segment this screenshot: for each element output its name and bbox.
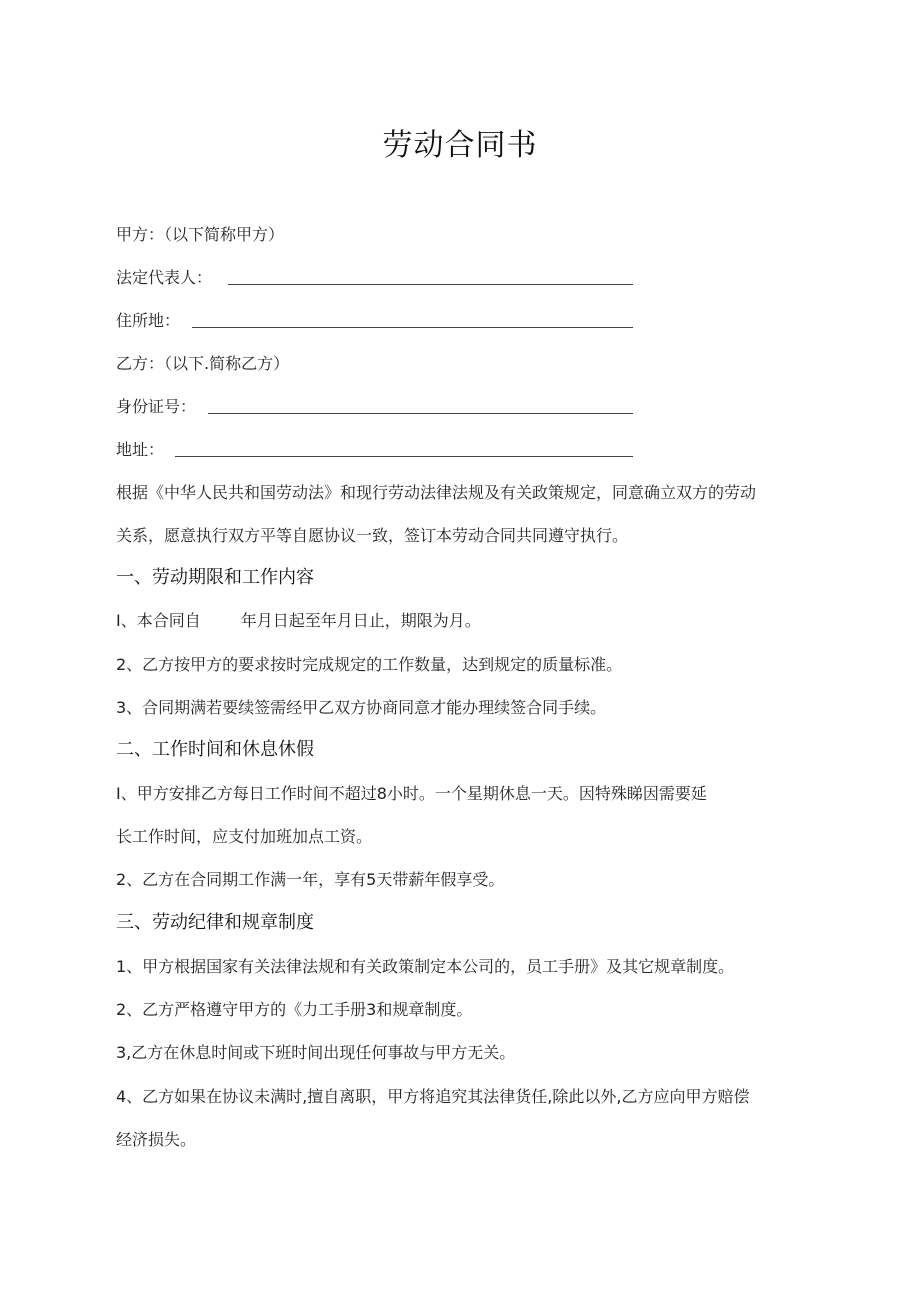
section-2-item-1-line-1: I、甲方安排乙方每日工作时间不超过8小时。一个星期休息一天。因特殊睇因需要延 xyxy=(116,784,707,803)
section-1-item-1-start: I、本合同自 xyxy=(116,611,201,630)
document-title: 劳动合同书 xyxy=(382,128,538,163)
section-2-heading: 二、工作时间和休息休假 xyxy=(116,739,314,760)
section-3-item-3: 3,乙方在休息时间或下班时间出现任何事故与甲方无关。 xyxy=(116,1043,516,1062)
section-3-item-4-line-1: 4、乙方如果在协议未满时,擅自离职，甲方将追究其法律货任,除此以外,乙方应向甲方赔偿 xyxy=(116,1087,750,1106)
party-b-address-blank xyxy=(175,456,633,457)
party-a-address-blank xyxy=(192,327,633,328)
section-1-heading: 一、劳动期限和工作内容 xyxy=(116,567,314,588)
section-1-item-1 xyxy=(116,609,481,633)
party-b-address-label: 地址： xyxy=(116,440,165,459)
preamble-line-1: 根据《中华人民共和国劳动法》和现行劳动法律法规及有关政策规定，同意确立双方的劳动 xyxy=(116,483,757,502)
party-a-address-label: 住所地： xyxy=(116,311,181,330)
section-3-heading: 三、劳动纪律和规章制度 xyxy=(116,912,314,933)
legal-rep-label: 法定代表人： xyxy=(116,268,213,287)
party-a-label: 甲方：（以下简称甲方） xyxy=(116,225,285,244)
party-b-label: 乙方：（以下.简称乙方） xyxy=(116,354,290,373)
section-1-item-3: 3、合同期满若要续签需经甲乙双方协商同意才能办理续签合同手续。 xyxy=(116,698,607,717)
section-3-item-1: 1、甲方根据国家有关法律法规和有关政策制定本公司的，员工手册》及其它规章制度。 xyxy=(116,957,735,976)
legal-rep-blank xyxy=(228,284,633,285)
id-number-label: 身份证号： xyxy=(116,397,197,416)
section-3-item-2: 2、乙方严格遵守甲方的《力工手册3和规章制度。 xyxy=(116,1000,473,1019)
id-number-blank xyxy=(208,413,633,414)
preamble-line-2: 关系，愿意执行双方平等自愿协议一致，签订本劳动合同共同遵守执行。 xyxy=(116,526,629,545)
section-3-item-4-line-2: 经济损失。 xyxy=(116,1130,197,1149)
section-2-item-1-line-2: 长工作时间，应支付加班加点工资。 xyxy=(116,827,373,846)
section-1-item-2: 2、乙方按甲方的要求按时完成规定的工作数量，达到规定的质量标准。 xyxy=(116,655,623,674)
section-2-item-2: 2、乙方在合同期工作满一年，享有5天带薪年假享受。 xyxy=(116,870,505,889)
section-1-item-1-end: 年月日起至年月日止，期限为月。 xyxy=(240,611,481,630)
